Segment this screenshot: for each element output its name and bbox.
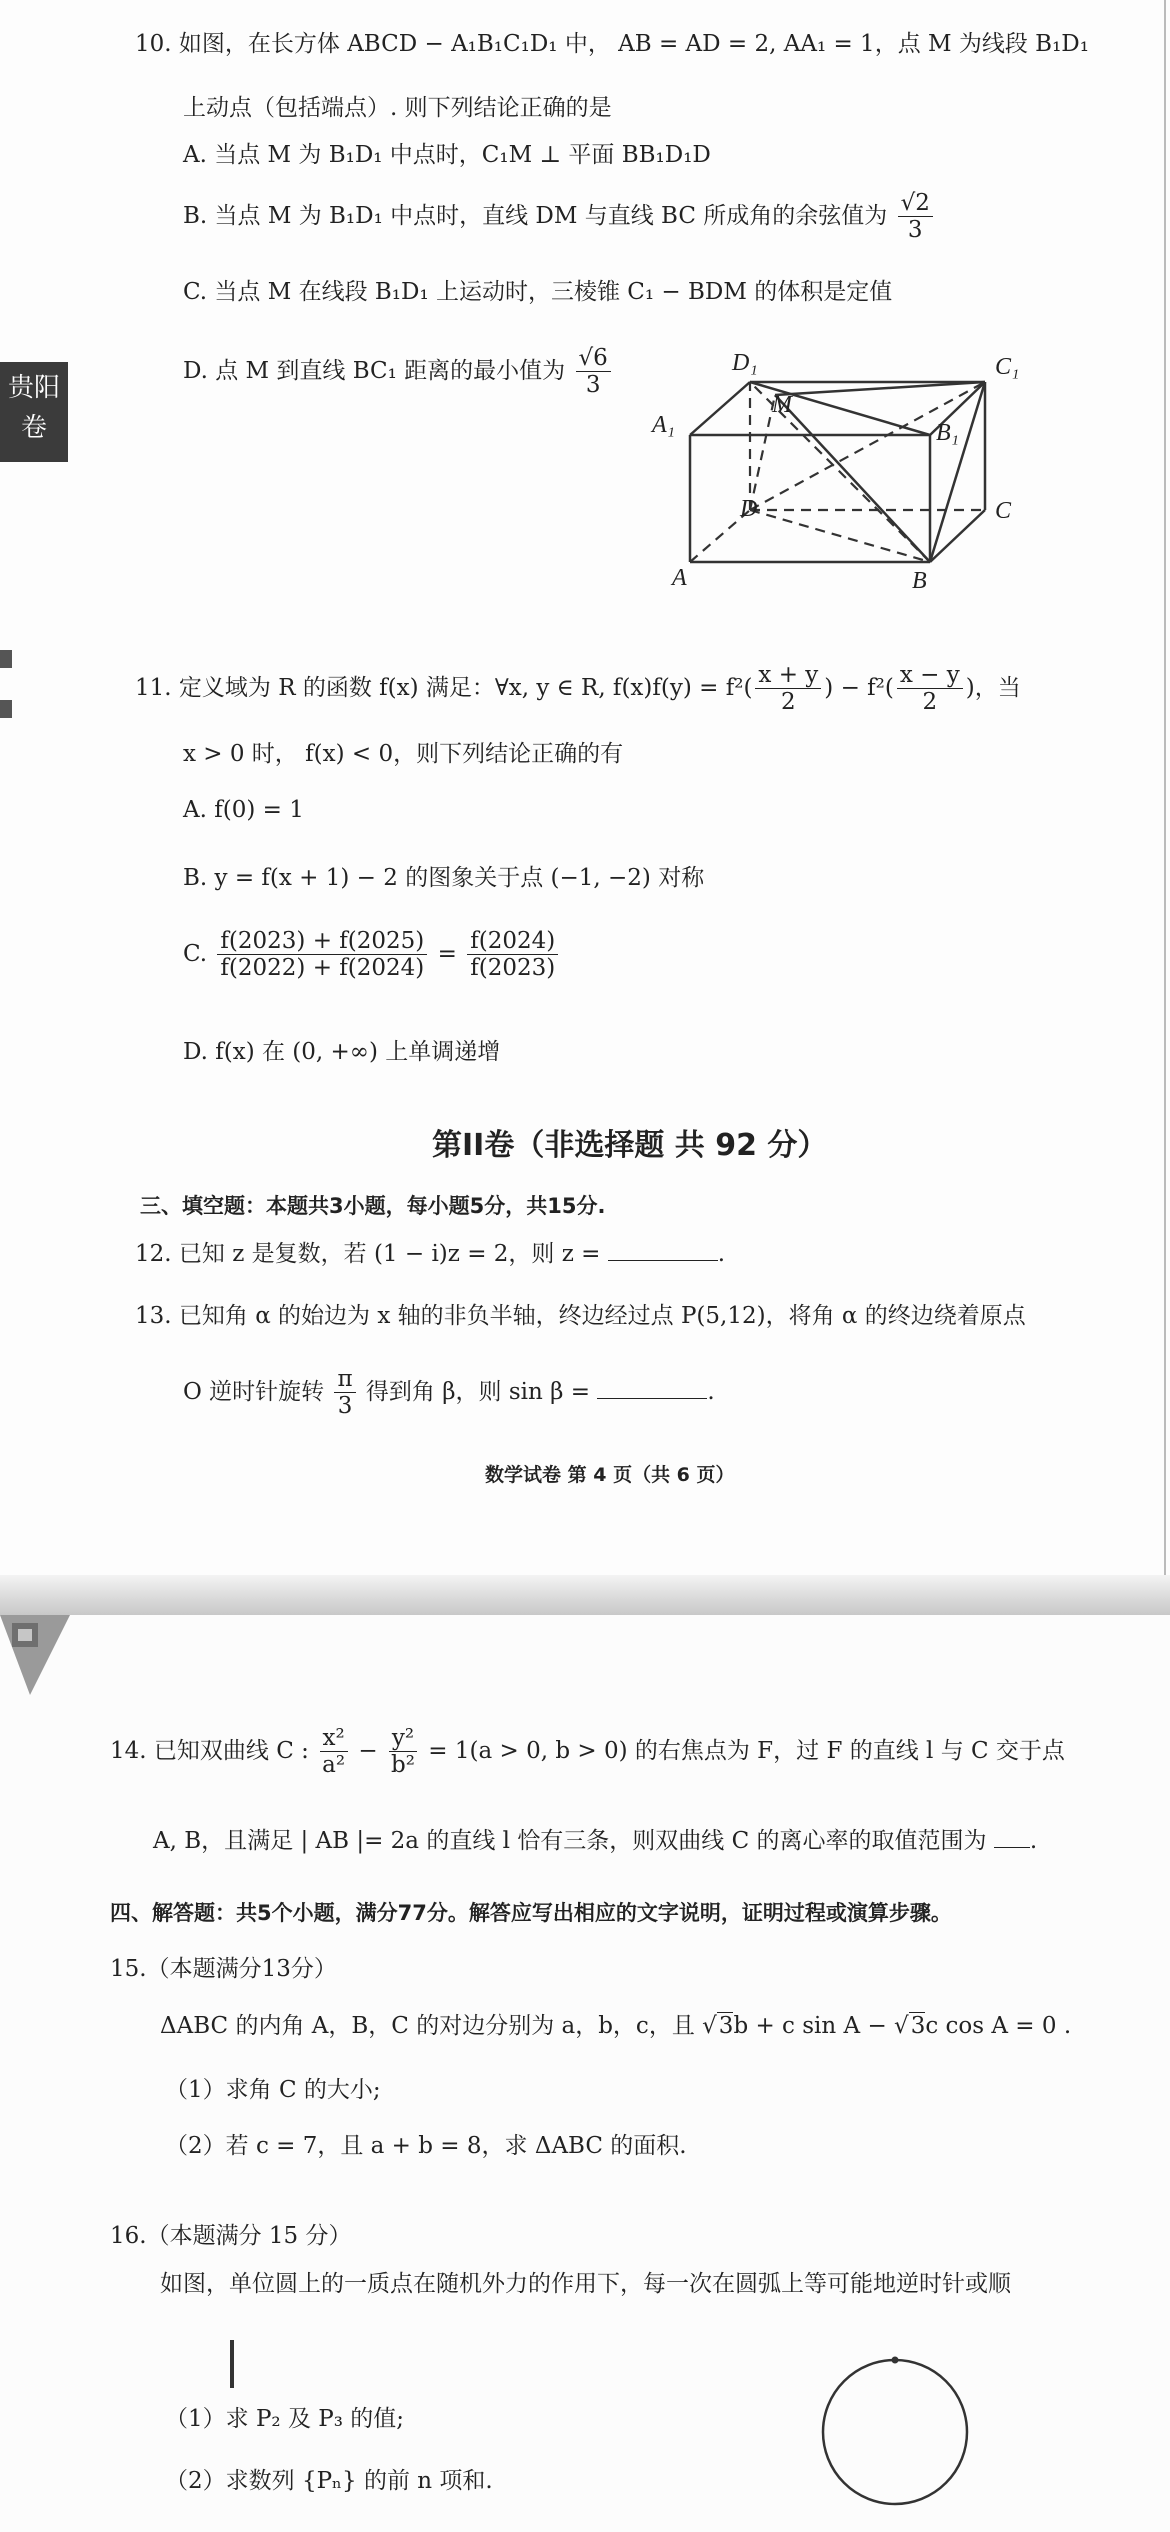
label-c1: C₁ <box>995 354 1020 380</box>
q15-text-2: b + c sin A − <box>733 2013 887 2039</box>
q10-option-d-fraction <box>576 345 611 399</box>
edge-a1d1 <box>690 382 750 435</box>
q10-option-b-text: B. 当点 M 为 B₁D₁ 中点时，直线 DM 与直线 BC 所成角的余弦值为 <box>183 202 888 229</box>
q10-option-b-fraction <box>898 190 933 244</box>
page-edge <box>1164 0 1166 1575</box>
label-b1: B₁ <box>936 420 960 446</box>
minus-sign: − <box>358 1737 378 1764</box>
starting-point <box>892 2357 899 2364</box>
q13-line1: 13. 已知角 α 的始边为 x 轴的非负半轴，终边经过点 P(5,12)，将角 α 的终边绕着原点 <box>135 1303 1026 1329</box>
q11-fraction-1 <box>755 662 821 716</box>
fraction-numerator: x − y <box>897 662 963 689</box>
q16-part2: （2）求数列 {Pₙ} 的前 n 项和. <box>165 2468 493 2494</box>
equals-sign: = <box>437 940 457 967</box>
q14-text-2: = 1(a > 0, b > 0) 的右焦点为 F，过 F 的直线 l 与 C 交于点 <box>428 1737 1065 1764</box>
q11-stem-line2: x > 0 时， f(x) < 0，则下列结论正确的有 <box>183 741 624 767</box>
cuboid-figure <box>640 340 1060 600</box>
label-b: B <box>912 568 927 594</box>
q11-option-d: D. f(x) 在 (0, +∞) 上单调递增 <box>183 1039 501 1065</box>
fraction-denominator: 2 <box>781 689 796 716</box>
q11-option-a: A. f(0) = 1 <box>183 797 304 823</box>
q13-fraction <box>334 1366 355 1420</box>
fraction-numerator: x + y <box>755 662 821 689</box>
q12-text: 12. 已知 z 是复数，若 (1 − i)z = 2，则 z = <box>135 1241 601 1267</box>
q10-option-a: A. 当点 M 为 B₁D₁ 中点时，C₁M ⊥ 平面 BB₁D₁D <box>183 142 711 168</box>
q14-line2 <box>153 1827 1037 1857</box>
q14-fraction-x <box>319 1725 348 1779</box>
fraction-numerator: π <box>334 1366 355 1393</box>
fraction-numerator: √2 <box>898 190 933 217</box>
q11-option-c <box>183 928 561 982</box>
q14-text-1: 14. 已知双曲线 C : <box>110 1737 309 1764</box>
q14-text-3: A, B，且满足 | AB |= 2a 的直线 l 恰有三条，则双曲线 C 的离心率的取值范围为 <box>153 1828 987 1854</box>
q10-stem-line2: 上动点（包括端点）. 则下列结论正确的是 <box>183 95 612 121</box>
q11-fraction-2 <box>897 662 963 716</box>
section4-heading: 四、解答题：共5个小题，满分77分。解答应写出相应的文字说明，证明过程或演算步骤。 <box>110 1901 952 1925</box>
fraction-denominator: 2 <box>922 689 938 716</box>
scan-mark <box>230 2340 234 2388</box>
part2-title: 第II卷（非选择题 共 92 分） <box>432 1128 828 1163</box>
fraction-denominator: f(2023) <box>470 955 556 982</box>
q15-heading: 15.（本题满分13分） <box>110 1956 337 1982</box>
segment-mb <box>775 395 930 562</box>
q13-line2 <box>183 1366 715 1420</box>
side-mark <box>0 700 12 718</box>
q16-heading: 16.（本题满分 15 分） <box>110 2223 352 2249</box>
unit-circle-figure <box>820 2350 970 2510</box>
label-m: M <box>772 392 792 418</box>
label-c: C <box>995 498 1012 524</box>
answer-blank[interactable] <box>597 1380 707 1399</box>
side-mark <box>0 650 12 668</box>
label-a1: A₁ <box>652 412 676 438</box>
fraction-numerator: f(2024) <box>467 928 558 955</box>
q15-condition <box>160 2012 1071 2042</box>
exam-page-5 <box>0 1615 1170 2532</box>
q15-text-3: c cos A = 0 . <box>925 2013 1072 2039</box>
q11-stem-part1: 11. 定义域为 R 的函数 f(x) 满足：∀x, y ∈ R, f(x)f(y) = f²( <box>135 674 753 701</box>
q14-line1 <box>110 1725 1065 1779</box>
page-footer: 数学试卷 第 4 页（共 6 页） <box>485 1464 735 1486</box>
q13-end: . <box>707 1378 715 1405</box>
q15-part2: （2）若 c = 7，且 a + b = 8，求 ΔABC 的面积. <box>165 2133 687 2159</box>
unit-circle <box>823 2360 967 2504</box>
fraction-denominator: 3 <box>337 1393 353 1420</box>
q12-end: . <box>717 1241 726 1267</box>
q14-fraction-y <box>388 1725 418 1779</box>
page-separator <box>0 1575 1170 1615</box>
sqrt-symbol: √ <box>702 2013 717 2039</box>
q14-end: . <box>1029 1828 1038 1854</box>
fraction-numerator: x² <box>320 1725 348 1752</box>
fraction-denominator: 3 <box>907 217 923 244</box>
fraction-denominator: 3 <box>585 372 601 399</box>
q15-text-1: ΔABC 的内角 A，B，C 的对边分别为 a，b，c，且 <box>160 2013 695 2039</box>
label-d: D <box>740 496 758 522</box>
q16-stem-line1: 如图，单位圆上的一质点在随机外力的作用下，每一次在圆弧上等可能地逆时针或顺 <box>160 2271 1011 2297</box>
side-tab-line2: 卷 <box>20 413 47 443</box>
q10-option-d <box>183 345 614 399</box>
label-d1: D₁ <box>732 350 758 376</box>
fraction-numerator: y² <box>389 1725 417 1752</box>
q11-option-c-fraction-right <box>467 928 558 982</box>
label-a: A <box>672 565 687 591</box>
q13-text-2: 得到角 β，则 sin β = <box>365 1378 591 1405</box>
q15-sqrt-2: 3 <box>910 2013 926 2039</box>
fraction-denominator: b² <box>391 1752 415 1779</box>
side-tab-line1: 贵阳 <box>7 373 60 403</box>
answer-blank[interactable] <box>994 1829 1030 1848</box>
q10-option-d-text: D. 点 M 到直线 BC₁ 距离的最小值为 <box>183 357 566 384</box>
q13-text-1: O 逆时针旋转 <box>183 1378 325 1405</box>
answer-blank[interactable] <box>608 1242 718 1261</box>
q16-part1: （1）求 P₂ 及 P₃ 的值; <box>165 2406 405 2432</box>
q12-line <box>135 1240 725 1270</box>
fraction-numerator: √6 <box>576 345 611 372</box>
q10-option-c: C. 当点 M 在线段 B₁D₁ 上运动时，三棱锥 C₁ − BDM 的体积是定值 <box>183 279 893 305</box>
q10-stem-line1: 10. 如图，在长方体 ABCD − A₁B₁C₁D₁ 中， AB = AD = 2, AA₁ = 1，点 M 为线段 B₁D₁ <box>135 31 1089 57</box>
segment-mc1 <box>775 382 985 395</box>
q11-stem-line1 <box>135 662 1021 716</box>
corner-emblem-icon <box>0 1615 70 1695</box>
q11-stem-part2: ) − f²( <box>824 674 894 701</box>
q15-part1: （1）求角 C 的大小; <box>165 2077 381 2103</box>
q11-option-c-label: C. <box>183 940 208 967</box>
section3-heading: 三、填空题：本题共3小题，每小题5分，共15分. <box>140 1194 606 1218</box>
fraction-numerator: f(2023) + f(2025) <box>217 928 427 955</box>
q10-option-b <box>183 190 936 244</box>
side-tab <box>0 362 68 462</box>
q15-sqrt-1: 3 <box>718 2013 734 2039</box>
q11-stem-part3: )，当 <box>965 674 1021 701</box>
q11-option-b: B. y = f(x + 1) − 2 的图象关于点 (−1, −2) 对称 <box>183 865 705 891</box>
fraction-denominator: a² <box>322 1752 346 1779</box>
sqrt-symbol: √ <box>894 2013 909 2039</box>
fraction-denominator: f(2022) + f(2024) <box>220 955 425 982</box>
q11-option-c-fraction-left <box>217 928 427 982</box>
